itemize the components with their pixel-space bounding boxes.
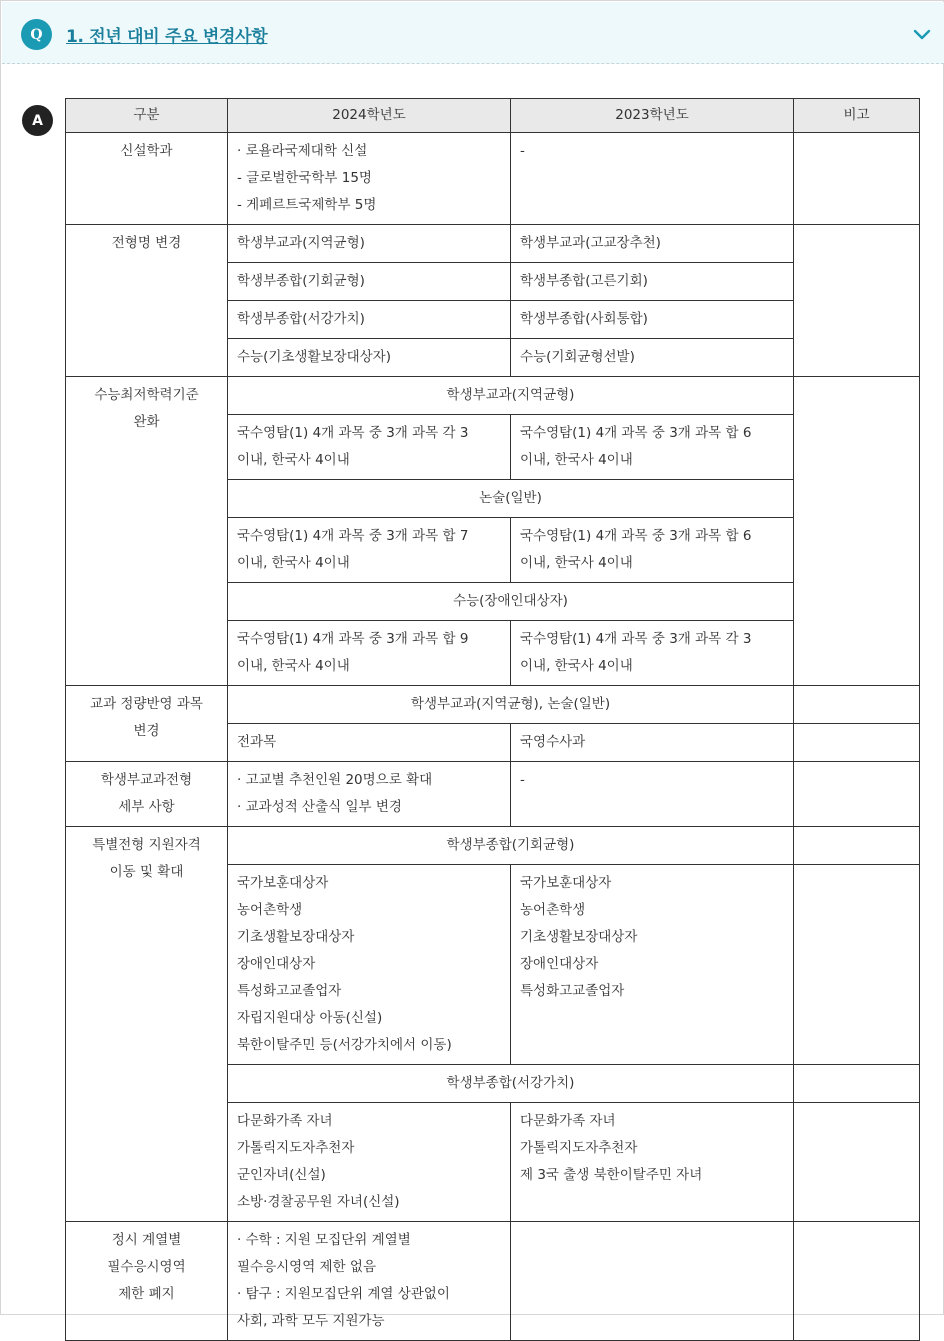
group-title: 학생부교과(지역균형), 논술(일반) <box>228 686 794 724</box>
cell-line: 가톨릭지도자추천자 <box>520 1140 638 1156</box>
label-line: 변경 <box>133 723 160 739</box>
row-label-school-detail <box>66 762 228 827</box>
cell-note <box>794 724 920 762</box>
label-line: 수능최저학력기준 <box>94 387 199 403</box>
cell-line: 사회, 과학 모두 지원가능 <box>237 1313 385 1329</box>
group-title: 수능(장애인대상자) <box>228 583 794 621</box>
table-row <box>66 225 920 263</box>
row-label-subject-reflect <box>66 686 228 762</box>
cell-note <box>794 225 920 377</box>
cell-line: 농어촌학생 <box>520 902 586 918</box>
label-line: 학생부교과전형 <box>100 772 193 788</box>
question-header[interactable] <box>2 2 944 64</box>
cell-2023: 수능(기회균형선발) <box>511 339 794 377</box>
cell-line: - 글로벌한국학부 15명 <box>237 170 372 186</box>
cell-line: 장애인대상자 <box>520 956 599 972</box>
cell-note <box>794 827 920 865</box>
cell-note <box>794 865 920 1065</box>
cell-2024 <box>228 133 511 225</box>
cell-2023: - <box>511 762 794 827</box>
cell-2024 <box>228 762 511 827</box>
cell-line: · 로욜라국제대학 신설 <box>237 143 368 159</box>
cell-line: 가톨릭지도자추천자 <box>237 1140 355 1156</box>
cell-line: 자립지원대상 아동(신설) <box>237 1010 383 1026</box>
table-row <box>66 762 920 827</box>
cell-line: 다문화가족 자녀 <box>520 1113 616 1129</box>
cell-2024: 국수영탐(1) 4개 과목 중 3개 과목 합 9 이내, 한국사 4이내 <box>228 621 511 686</box>
cell-2024: 수능(기초생활보장대상자) <box>228 339 511 377</box>
cell-line: 군인자녀(신설) <box>237 1167 326 1183</box>
cell-2024: 전과목 <box>228 724 511 762</box>
cell-line: 다문화가족 자녀 <box>237 1113 333 1129</box>
row-label-min-score <box>66 377 228 686</box>
cell-2023 <box>511 1103 794 1222</box>
cell-note <box>794 686 920 724</box>
cell-2023: 학생부종합(사회통합) <box>511 301 794 339</box>
label-line: 이동 및 확대 <box>109 864 184 880</box>
cell-2024 <box>228 1222 511 1341</box>
cell-note <box>794 377 920 686</box>
cell-line: 소방·경찰공무원 자녀(신설) <box>237 1194 400 1210</box>
chevron-down-icon[interactable] <box>912 24 932 44</box>
cell-line: 기초생활보장대상자 <box>237 929 355 945</box>
cell-2024: 학생부종합(기회균형) <box>228 263 511 301</box>
cell-note <box>794 762 920 827</box>
cell-2023: 국수영탐(1) 4개 과목 중 3개 과목 각 3 이내, 한국사 4이내 <box>511 621 794 686</box>
cell-line: · 교과성적 산출식 일부 변경 <box>237 799 402 815</box>
header-2023: 2023학년도 <box>511 99 794 133</box>
cell-line: · 탐구 : 지원모집단위 계열 상관없이 <box>237 1286 450 1302</box>
cell-2023: 학생부교과(고교장추천) <box>511 225 794 263</box>
cell-2023: 국영수사과 <box>511 724 794 762</box>
cell-line: 장애인대상자 <box>237 956 316 972</box>
row-label-name-change: 전형명 변경 <box>66 225 228 377</box>
cell-line: · 수학 : 지원 모집단위 계열별 <box>237 1232 411 1248</box>
group-title: 학생부교과(지역균형) <box>228 377 794 415</box>
changes-table <box>65 98 920 1341</box>
label-line: 제한 폐지 <box>118 1286 175 1302</box>
header-note: 비고 <box>794 99 920 133</box>
cell-2024 <box>228 1103 511 1222</box>
cell-2024: 학생부교과(지역균형) <box>228 225 511 263</box>
cell-2023: 국수영탐(1) 4개 과목 중 3개 과목 합 6 이내, 한국사 4이내 <box>511 415 794 480</box>
table-row <box>66 827 920 865</box>
label-line: 필수응시영역 <box>107 1259 186 1275</box>
cell-note <box>794 1065 920 1103</box>
cell-line: - 게페르트국제학부 5명 <box>237 197 377 213</box>
row-label-new-dept: 신설학과 <box>66 133 228 225</box>
cell-2023: 학생부종합(고른기회) <box>511 263 794 301</box>
table-row <box>66 133 920 225</box>
cell-line: 필수응시영역 제한 없음 <box>237 1259 376 1275</box>
cell-line: 농어촌학생 <box>237 902 303 918</box>
cell-line: · 고교별 추천인원 20명으로 확대 <box>237 772 433 788</box>
cell-2023 <box>511 865 794 1065</box>
cell-2023: - <box>511 133 794 225</box>
label-line: 세부 사항 <box>118 799 175 815</box>
group-title: 학생부종합(서강가치) <box>228 1065 794 1103</box>
cell-2024 <box>228 865 511 1065</box>
row-label-regular <box>66 1222 228 1341</box>
label-line: 특별전형 지원자격 <box>92 837 201 853</box>
cell-2023 <box>511 1222 794 1341</box>
cell-note <box>794 1103 920 1222</box>
question-title[interactable]: 1. 전년 대비 주요 변경사항 <box>66 27 268 47</box>
table-row <box>66 377 920 415</box>
label-line: 완화 <box>133 414 160 430</box>
header-2024: 2024학년도 <box>228 99 511 133</box>
question-badge: Q <box>21 19 52 50</box>
cell-line: 국가보훈대상자 <box>237 875 329 891</box>
cell-note <box>794 1222 920 1341</box>
cell-line: 기초생활보장대상자 <box>520 929 638 945</box>
label-line: 정시 계열별 <box>111 1232 182 1248</box>
cell-2024: 학생부종합(서강가치) <box>228 301 511 339</box>
cell-2024: 국수영탐(1) 4개 과목 중 3개 과목 각 3 이내, 한국사 4이내 <box>228 415 511 480</box>
answer-badge: A <box>22 105 53 136</box>
group-title: 학생부종합(기회균형) <box>228 827 794 865</box>
cell-line: 특성화고교졸업자 <box>520 983 625 999</box>
cell-line: 국가보훈대상자 <box>520 875 612 891</box>
table-row <box>66 1222 920 1341</box>
cell-line: 특성화고교졸업자 <box>237 983 342 999</box>
label-line: 교과 정량반영 과목 <box>90 696 203 712</box>
row-label-special <box>66 827 228 1222</box>
cell-2023: 국수영탐(1) 4개 과목 중 3개 과목 합 6 이내, 한국사 4이내 <box>511 518 794 583</box>
table-header-row <box>66 99 920 133</box>
group-title: 논술(일반) <box>228 480 794 518</box>
cell-line: 제 3국 출생 북한이탈주민 자녀 <box>520 1167 703 1183</box>
table-row <box>66 686 920 724</box>
cell-line: 북한이탈주민 등(서강가치에서 이동) <box>237 1037 452 1053</box>
cell-note <box>794 133 920 225</box>
header-category: 구분 <box>66 99 228 133</box>
cell-2024: 국수영탐(1) 4개 과목 중 3개 과목 합 7 이내, 한국사 4이내 <box>228 518 511 583</box>
